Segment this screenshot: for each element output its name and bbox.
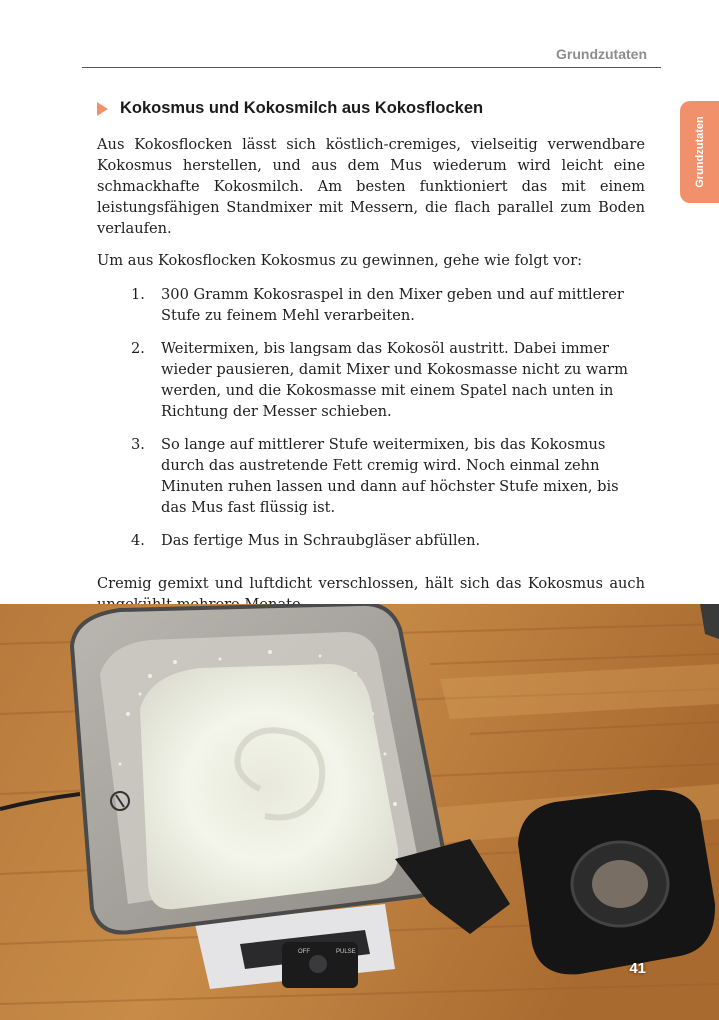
list-item	[97, 284, 645, 326]
chapter-side-tab	[680, 101, 719, 203]
steps-list	[97, 284, 645, 551]
running-head: Grundzutaten	[556, 46, 647, 62]
closing-paragraph: Cremig gemixt und luftdicht verschlossen, hält sich das Kokosmus auch	[97, 575, 645, 592]
step-number: 4.	[131, 532, 145, 549]
dial-label-pulse: PULSE	[336, 949, 356, 955]
step-number: 1.	[131, 286, 145, 303]
step-text: Das fertige Mus in Schraubgläser abfüllen.	[161, 532, 481, 549]
step-text: 300 Gramm Kokosraspel in den Mixer geben und auf mittlerer Stufe zu feinem Mehl verarbeiten.	[161, 286, 624, 324]
coconut-butter	[140, 664, 398, 909]
step-text: So lange auf mittlerer Stufe weitermixen, bis das Kokosmus durch das austretende Fett cremig wird. Noch einmal zehn Minuten ruhen lassen und dann auf höchster Stufe mixen, bis das Mus fast flüssig ist.	[161, 436, 619, 516]
header-rule	[82, 67, 661, 68]
list-item	[97, 338, 645, 422]
blender-lid	[518, 790, 715, 975]
dial-label-off: OFF	[298, 949, 310, 955]
section-title: Kokosmus und Kokosmilch aus Kokosflocken	[120, 99, 484, 117]
list-item	[97, 434, 645, 518]
intro-paragraph: Aus Kokosflocken lässt sich köstlich-cremiges, vielseitig verwendbare Kokosmus herstellen, und aus dem Mus wiederum wird leicht eine schmackhafte Kokosmilch. Am besten funktioniert das mit einem leistungsfähigen Standmixer mit Messern, die flach parallel zum Boden verlaufen.	[97, 136, 645, 237]
step-text: Weitermixen, bis langsam das Kokosöl austritt. Dabei immer wieder pausieren, damit Mixer und Kokosmasse nicht zu warm werden, und die Kokosmasse mit einem Spatel nach unten in Richtung der Messer schieben.	[161, 340, 628, 420]
step-number: 3.	[131, 436, 145, 453]
chapter-side-tab-label: Grundzutaten	[693, 116, 706, 188]
body-text	[97, 134, 645, 615]
steps-intro: Um aus Kokosflocken Kokosmus zu gewinnen, gehe wie folgt vor:	[97, 252, 583, 269]
triangle-bullet-icon	[97, 102, 108, 116]
step-number: 2.	[131, 340, 145, 357]
page-number: 41	[629, 960, 646, 977]
section-heading	[97, 99, 483, 118]
blender-photo	[0, 604, 719, 1020]
list-item	[97, 530, 645, 551]
